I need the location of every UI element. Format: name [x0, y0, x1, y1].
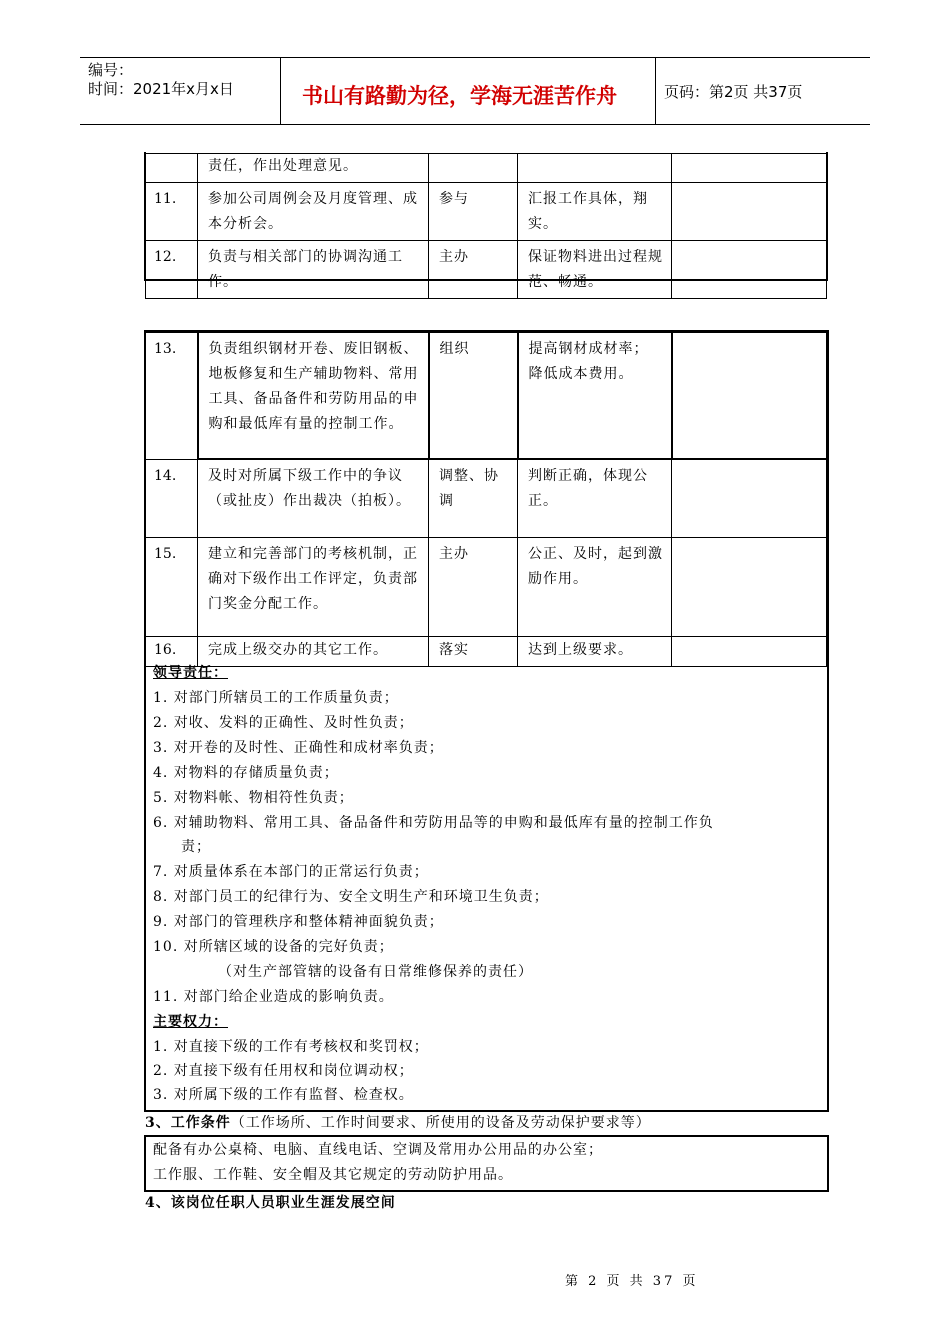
doc-code-label: 编号：	[88, 61, 134, 79]
authority-item: 3. 对所属下级的工作有监督、检查权。	[153, 1087, 414, 1103]
leadership-item: 7. 对质量体系在本部门的正常运行负责；	[153, 864, 429, 880]
leadership-item: 10. 对所辖区域的设备的完好负责；	[153, 939, 394, 955]
career-section-title: 4、该岗位任职人员职业生涯发展空间	[145, 1195, 396, 1211]
authority-title: 主要权力：	[153, 1014, 228, 1030]
table-row	[146, 537, 827, 636]
row-number: 13.	[146, 332, 198, 459]
duty-role: 落实	[429, 636, 518, 666]
duty-role: 主办	[429, 241, 518, 299]
work-conditions-heading	[145, 1113, 651, 1133]
duty-role: 主办	[429, 537, 518, 636]
duty-extra	[672, 636, 827, 666]
duty-standard: 汇报工作具体，翔实。	[518, 183, 672, 241]
duty-role: 参与	[429, 183, 518, 241]
header-divider-right	[655, 57, 656, 125]
duty-extra	[672, 241, 827, 299]
table-row	[146, 332, 827, 459]
table-row	[146, 459, 827, 537]
duty-standard: 提高钢材成材率；降低成本费用。	[518, 332, 672, 459]
row-number: 12.	[146, 241, 198, 299]
duty-content: 负责与相关部门的协调沟通工作。	[198, 241, 429, 299]
duty-extra	[672, 154, 827, 183]
duty-table-main	[145, 331, 828, 667]
duty-role: 调整、协调	[429, 459, 518, 537]
duty-standard: 达到上级要求。	[518, 636, 672, 666]
duty-standard: 公正、及时，起到激励作用。	[518, 537, 672, 636]
header-slogan: 书山有路勤为径，学海无涯苦作舟	[302, 84, 617, 108]
duty-content: 负责组织钢材开卷、废旧钢板、地板修复和生产辅助物料、常用工具、备品备件和劳防用品的申购和最低库有量的控制工作。	[198, 332, 429, 459]
header-bottom-rule	[80, 124, 870, 125]
header-top-rule	[80, 57, 870, 58]
work-conditions-line: 工作服、工作鞋、安全帽及其它规定的劳动防护用品。	[153, 1167, 513, 1183]
leadership-item-continued: 责；	[181, 839, 211, 855]
table-row	[146, 636, 827, 666]
row-number: 14.	[146, 459, 198, 537]
leadership-item: 11. 对部门给企业造成的影响负责。	[153, 989, 394, 1005]
duty-content: 完成上级交办的其它工作。	[198, 636, 429, 666]
duty-content: 参加公司周例会及月度管理、成本分析会。	[198, 183, 429, 241]
work-conditions-note: （工作场所、工作时间要求、所使用的设备及劳动保护要求等）	[230, 1115, 651, 1131]
leadership-item: 8. 对部门员工的纪律行为、安全文明生产和环境卫生负责；	[153, 889, 549, 905]
duty-standard	[518, 154, 672, 183]
duty-role	[429, 154, 518, 183]
table-row	[146, 154, 827, 183]
table-row	[146, 183, 827, 241]
duty-extra	[672, 332, 827, 459]
duty-content: 建立和完善部门的考核机制，正确对下级作出工作评定，负责部门奖金分配工作。	[198, 537, 429, 636]
row-number: 11.	[146, 183, 198, 241]
leadership-item: 4. 对物料的存储质量负责；	[153, 765, 339, 781]
leadership-title: 领导责任：	[153, 665, 228, 681]
header-divider-left	[280, 57, 281, 125]
duty-extra	[672, 183, 827, 241]
duty-content: 责任，作出处理意见。	[198, 154, 429, 183]
duty-standard: 保证物料进出过程规范、畅通。	[518, 241, 672, 299]
leadership-item: 5. 对物料帐、物相符性负责；	[153, 790, 354, 806]
leadership-item: 3. 对开卷的及时性、正确性和成材率负责；	[153, 740, 444, 756]
leadership-item: 2. 对收、发料的正确性、及时性负责；	[153, 715, 414, 731]
page-number-label: 页码：第2页 共37页	[664, 83, 803, 101]
leadership-item-note: （对生产部管辖的设备有日常维修保养的责任）	[218, 964, 533, 980]
page-footer: 第 2 页 共 37 页	[565, 1274, 699, 1289]
leadership-item: 6. 对辅助物料、常用工具、备品备件和劳防用品等的申购和最低库有量的控制工作负	[153, 815, 714, 831]
authority-item: 1. 对直接下级的工作有考核权和奖罚权；	[153, 1039, 429, 1055]
doc-time-label: 时间：2021年x月x日	[88, 80, 234, 98]
duty-table-continued	[145, 153, 827, 299]
authority-item: 2. 对直接下级有任用权和岗位调动权；	[153, 1063, 414, 1079]
duty-extra	[672, 459, 827, 537]
row-number: 15.	[146, 537, 198, 636]
duty-role: 组织	[429, 332, 518, 459]
leadership-item: 9. 对部门的管理秩序和整体精神面貌负责；	[153, 914, 444, 930]
duty-standard: 判断正确，体现公正。	[518, 459, 672, 537]
leadership-item: 1. 对部门所辖员工的工作质量负责；	[153, 690, 399, 706]
row-number	[146, 154, 198, 183]
duty-content: 及时对所属下级工作中的争议（或扯皮）作出裁决（拍板）。	[198, 459, 429, 537]
table-row	[146, 241, 827, 299]
duty-extra	[672, 537, 827, 636]
work-conditions-title: 3、工作条件	[145, 1115, 231, 1131]
row-number: 16.	[146, 636, 198, 666]
work-conditions-line: 配备有办公桌椅、电脑、直线电话、空调及常用办公用品的办公室；	[153, 1142, 603, 1158]
